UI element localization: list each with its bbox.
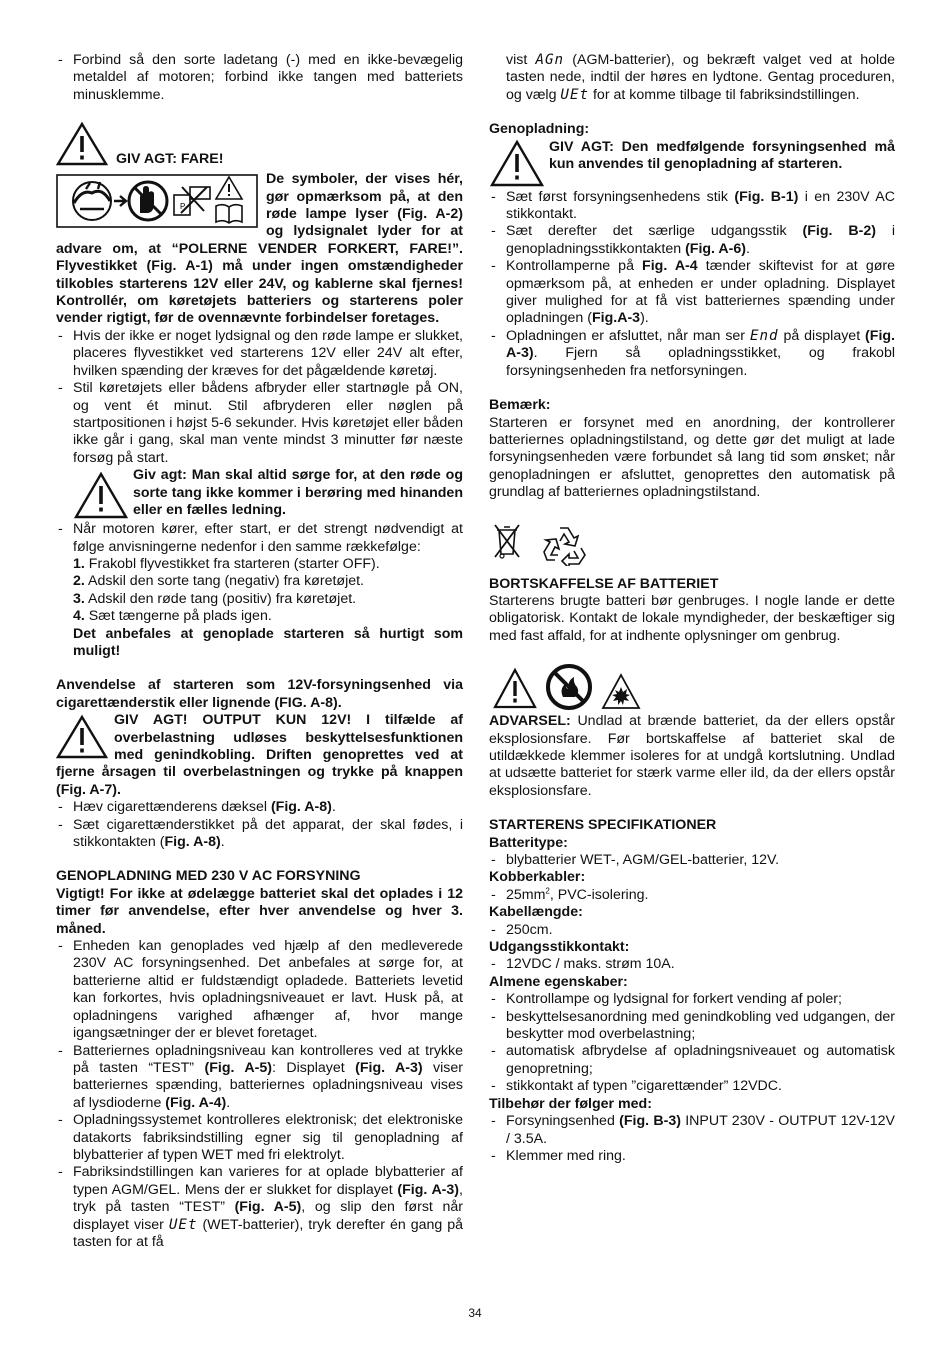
read-manual-icon — [216, 177, 242, 223]
recommendation: Det anbefales at genoplade starteren så hurtigt som muligt! — [73, 625, 463, 659]
bullet-after-start: - Når motoren kører, efter start, er det strengt nødvendigt at følge anvisningerne nedenfor i den samme rækkefølge: — [56, 521, 463, 556]
warning-triangle-icon — [493, 667, 537, 711]
page-number: 34 — [468, 1306, 482, 1320]
section-230v-warning: Vigtigt! For ikke at ødelægge batteriet skal det oplades i 12 timer før anvendelse, efter hver anvendelse og hver 3. måned. — [56, 885, 463, 937]
disposal-text: Starterens brugte batteri bør genbruges. I nogle lande er dette obligatorisk. Kontakt de lokale myndigheder, der beskæftiger sig med fast affald, for at indhente oplysninger om genbrug. — [489, 592, 895, 644]
bullet-recharge-unit: - Enheden kan genoplades ved hjælp af den medleverede 230V AC forsyningsenhed. Det anbefales at sørge for, at batterierne altid er fuldstændigt opladede. Batteriets levetid kan forkortes, hvis opladningsniveauet er lavt. Husk på, at opladningens varighed afhænger af, hvor mange igangsætninger der er blevet foretaget. — [56, 938, 463, 1042]
spec-battery-label: Batteritype: — [489, 834, 568, 851]
bullet-check-level: - Batteriernes opladningsniveau kan kontrolleres ved at trykke på tasten “TEST” (Fig. A-5): Displayet (Fig. A-3) viser batteriernes spænding, batteriernes opladningsniveau vises af lysdioderne (Fig. A-4). — [56, 1043, 463, 1113]
bullet-ignition: - Stil køretøjets eller bådens afbryder eller startnøgle på ON, og vent ét minut. Stil afbryderen eller nøglen på startpositionen i højst 5-6 sekunder. Hvis køretøjet eller båden ikke går i gang, skal man vente mindst 3 minutter før næste forsøg på start. — [56, 380, 463, 467]
crossed-bin-icon — [493, 522, 521, 560]
warning-triangle-icon — [73, 471, 129, 521]
spec-cable-label: Kobberkabler: — [489, 869, 586, 886]
recharge-warning — [489, 139, 895, 189]
spec-general-item: - Kontrollampe og lydsignal for forkert vending af poler; — [489, 991, 895, 1008]
step-4: 4. Sæt tængerne på plads igen. — [73, 608, 272, 625]
spec-accessory-item: - Klemmer med ring. — [489, 1148, 895, 1165]
bullet-end: - Opladningen er afsluttet, når man ser End på displayet (Fig. A-3). Fjern så opladningsstikket, og frakobl forsyningsenheden fra netforsyningen. — [489, 328, 895, 380]
left-column — [56, 52, 463, 1251]
clamps-warning — [73, 467, 463, 521]
section-230v-title: GENOPLADNING MED 230 V AC FORSYNING — [56, 868, 361, 885]
warning-triangle-icon — [56, 714, 108, 760]
spec-accessories-label: Tilbehør der følger med: — [489, 1095, 652, 1112]
advarsel-text: ADVARSEL: Undlad at brænde batteriet, da der ellers opstår eksplosionsfare. Før bortskaffelse af batteriet skal de utildækkede klemmer isoleres for at undgå kortslutning. Undlad at udsætte batteriet for stærk varme eller ild, da der ellers opstår eksplosionsfare. — [489, 713, 895, 799]
right-column — [489, 52, 895, 1165]
spec-battery-item: - blybatterier WET-, AGM/GEL-batterier, 12V. — [489, 852, 895, 869]
battery-hazard-icon — [174, 187, 210, 215]
bullet-plug-in: - Sæt først forsyningsenhedens stik (Fig. B-1) i en 230V AC stikkontakt. — [489, 189, 895, 224]
warning-triangle-icon — [489, 139, 545, 189]
spec-general-item: - stikkontakt af typen ”cigarettænder” 12VDC. — [489, 1078, 895, 1095]
no-touch-hand-icon — [129, 182, 167, 220]
warning-triangle-icon — [56, 121, 108, 167]
spec-socket-item: - 12VDC / maks. strøm 10A. — [489, 956, 895, 973]
spec-general-item: - beskyttelsesanordning med genindkobling ved udgangen, der beskytter mod overbelastning; — [489, 1009, 895, 1044]
warning-title: GIV AGT: FARE! — [116, 150, 224, 167]
spec-cable-item: - $25mm^2$, PVC-isolering. — [489, 887, 895, 904]
danger-warning-block — [56, 171, 463, 328]
bullet-connect-black-clamp: - Forbind så den sorte ladetang (-) med en ikke-bevægelig metaldel af motoren; forbind ikke tangen med batteriets minusklemme. — [56, 52, 463, 104]
agm-continuation: vist AGn (AGM-batterier), og bekræft valget ved at holde tasten nede, indtil der høres en lydtone. Gentag proceduren, og vælg UEt for at komme tilbage til fabriksindstillingen. — [506, 52, 895, 103]
svg-text:P: P — [180, 202, 186, 212]
spec-socket-label: Udgangsstikkontakt: — [489, 939, 630, 956]
no-fire-icon — [545, 663, 593, 711]
step-3: 3. Adskil den røde tang (positiv) fra køretøjet. — [73, 590, 357, 607]
note-text: Starteren er forsynet med en anordning, der kontrollerer batteriernes opladningstilstand, og dette gør det muligt at lade forsyningsenheden være forbundet så lang tid som ønsket; når genopladningen er afsluttet, genoprettes den automatisk på grundlag af batteriernes opladningstilstand. — [489, 414, 895, 501]
clamps-warning-text: Giv agt: Man skal altid sørge for, at den røde og sorte tang ikke kommer i berøring med hinanden eller en fælles ledning. — [133, 467, 463, 518]
spec-title: STARTERENS SPECIFIKATIONER — [489, 817, 717, 834]
bullet-insert-plug: - Sæt cigarettænderstikket på det apparat, der skal fødes, i stikkontakten (Fig. A-8). — [56, 817, 463, 852]
warning-header — [56, 121, 463, 167]
wrench-hands-icon — [73, 182, 111, 220]
bullet-lift-cover: - Hæv cigarettænderens dæksel (Fig. A-8). — [56, 799, 463, 816]
safety-symbols-icon — [56, 173, 258, 229]
spec-general-item: - automatisk afbrydelse af opladningsniveauet og automatisk genopretning; — [489, 1043, 895, 1078]
output-warning — [56, 712, 463, 799]
disposal-icons — [493, 522, 895, 566]
explosion-icon — [601, 673, 641, 711]
step-1: 1. Frakobl flyvestikket fra starteren (starter OFF). — [73, 555, 380, 572]
bullet-no-sound: - Hvis der ikke er noget lydsignal og den røde lampe er slukket, placeres flyvestikket ved starterens 12V eller 24V alt efter, hvilken spænding der kræves for det pågældende køretøj. — [56, 328, 463, 380]
spec-general-label: Almene egenskaber: — [489, 973, 628, 990]
bullet-lamps: - Kontrollamperne på Fig. A-4 tænder skiftevist for at gøre opmærksom på, at enheden er under opladning. Displayet giver mulighed for at få vist batteriernes spænding under opladningen (Fig.A-3). — [489, 258, 895, 328]
recharge-warning-text: GIV AGT: Den medfølgende forsyningsenhed må kun anvendes til genopladning af starteren. — [549, 138, 895, 173]
disposal-title: BORTSKAFFELSE AF BATTERIET — [489, 575, 719, 592]
bullet-electronic-control: - Opladningssystemet kontrolleres elektronisk; det elektroniske datakorts fabriksindstilling egner sig til genopladning af blybatterier af typen WET med fri elektrolyt. — [56, 1112, 463, 1164]
hazard-icons — [493, 663, 895, 711]
recycle-icon — [543, 522, 589, 566]
section-12v-title: Anvendelse af starteren som 12V-forsyningsenhed via cigarettænderstik eller lignende (FIG. A-8). — [56, 677, 463, 711]
note-title: Bemærk: — [489, 397, 551, 414]
output-warning-text: GIV AGT! OUTPUT KUN 12V! I tilfælde af overbelastning udløses beskyttelsesfunktionen med genindkobling. Driften genoprettes ved at fjerne årsagen til overbelastningen og trykke på knappen (Fig. A-7). — [56, 712, 463, 798]
bullet-output-plug: - Sæt derefter det særlige udgangsstik (Fig. B-2) i genopladningsstikkontakten (Fig. A-6). — [489, 223, 895, 258]
step-list — [56, 556, 463, 660]
spec-length-item: - 250cm. — [489, 922, 895, 939]
step-2: 2. Adskil den sorte tang (negativ) fra køretøjet. — [73, 573, 364, 590]
spec-length-label: Kabellængde: — [489, 904, 583, 921]
bullet-factory-setting: - Fabriksindstillingen kan varieres for at oplade blybatterier af typen AGM/GEL. Mens der er slukket for displayet (Fig. A-3), tryk på tasten “TEST” (Fig. A-5), og slip den først når displayet viser UEt (WET-batterier), tryk derefter én gang på tasten for at få — [56, 1164, 463, 1251]
danger-warning-text: De symboler, der vises hér, gør opmærksom på, at den røde lampe lyser (Fig. A-2) og lydsignalet lyder for at advare om, at “POLERNE VENDER FORKERT, FARE!”. Flyvestikket (Fig. A-1) må under ingen omstændigheder tilkobles starterens 12V eller 24V, og kablerne skal fjernes! Kontrollér, om køretøjets batteriers og starterens poler vender rigtigt, før de ovennævnte forbindelser foretages. — [56, 171, 463, 327]
spec-accessory-item: - Forsyningsenhed (Fig. B-3) INPUT 230V - OUTPUT 12V-12V / 3.5A. — [489, 1113, 895, 1148]
recharge-title: Genopladning: — [489, 121, 590, 138]
